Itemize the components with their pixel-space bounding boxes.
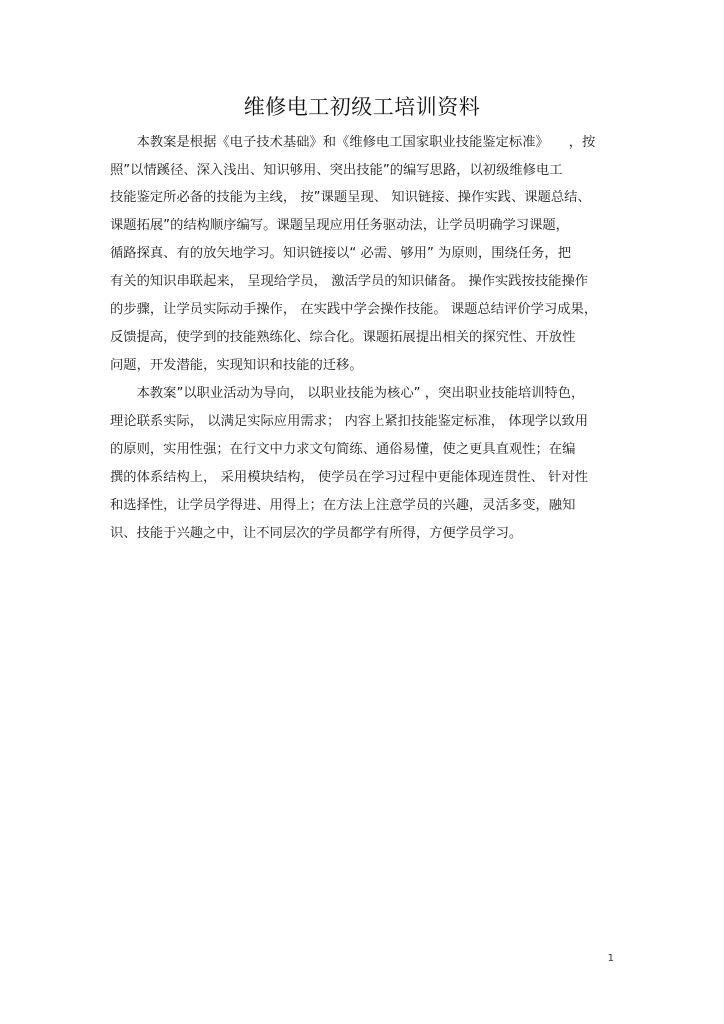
paragraph-2-line-1: 本教案”以职业活动为导向， 以职业技能为核心” ，突出职业技能培训特色， bbox=[110, 386, 585, 401]
paragraph-1-line-9: 问题，开发潜能，实现知识和技能的迁移。 bbox=[110, 358, 363, 373]
paragraph-2-line-3: 的原则，实用性强；在行文中力求文句简练、通俗易懂，使之更具直观性；在编 bbox=[110, 442, 576, 457]
page-number: 1 bbox=[607, 953, 614, 964]
paragraph-1-line-1: 本教案是根据《电子技术基础》和《维修电工国家职业技能鉴定标准》 ，按 bbox=[110, 135, 596, 150]
paragraph-1-line-2: 照”以情蹊径、深入浅出、知识够用、突出技能”的编写思路，以初级维修电工 bbox=[110, 163, 563, 178]
paragraph-2-line-5: 和选择性，让学员学得进、用得上；在方法上注意学员的兴趣，灵活多变，融知 bbox=[110, 498, 576, 513]
paragraph-1-line-8: 反馈提高，使学到的技能熟练化、综合化。课题拓展提出相关的探究性、开放性 bbox=[110, 330, 576, 345]
paragraph-1-line-5: 循路探真、有的放矢地学习。知识链接以“ 必需、够用” 为原则，围绕任务，把 bbox=[110, 246, 572, 261]
paragraph-2-line-4: 撰的体系结构上， 采用模块结构， 使学员在学习过程中更能体现连贯性、 针对性 bbox=[110, 470, 589, 485]
document-title: 维修电工初级工培训资料 bbox=[243, 95, 481, 119]
paragraph-1-line-7: 的步骤，让学员实际动手操作， 在实践中学会操作技能。 课题总结评价学习成果， bbox=[110, 302, 598, 317]
paragraph-1-line-6: 有关的知识串联起来， 呈现给学员， 激活学员的知识储备。 操作实践按技能操作 bbox=[110, 274, 589, 289]
paragraph-2-line-6: 识、技能于兴趣之中，让不同层次的学员都学有所得，方便学员学习。 bbox=[110, 526, 523, 541]
paragraph-2-line-2: 理论联系实际， 以满足实际应用需求； 内容上紧扣技能鉴定标准， 体现学以致用 bbox=[110, 414, 589, 429]
paragraph-1-line-4: 课题拓展”的结构顺序编写。课题呈现应用任务驱动法，让学员明确学习课题， bbox=[110, 218, 569, 233]
paragraph-1-line-3: 技能鉴定所必备的技能为主线， 按”课题呈现、 知识链接、操作实践、课题总结、 bbox=[110, 190, 591, 205]
